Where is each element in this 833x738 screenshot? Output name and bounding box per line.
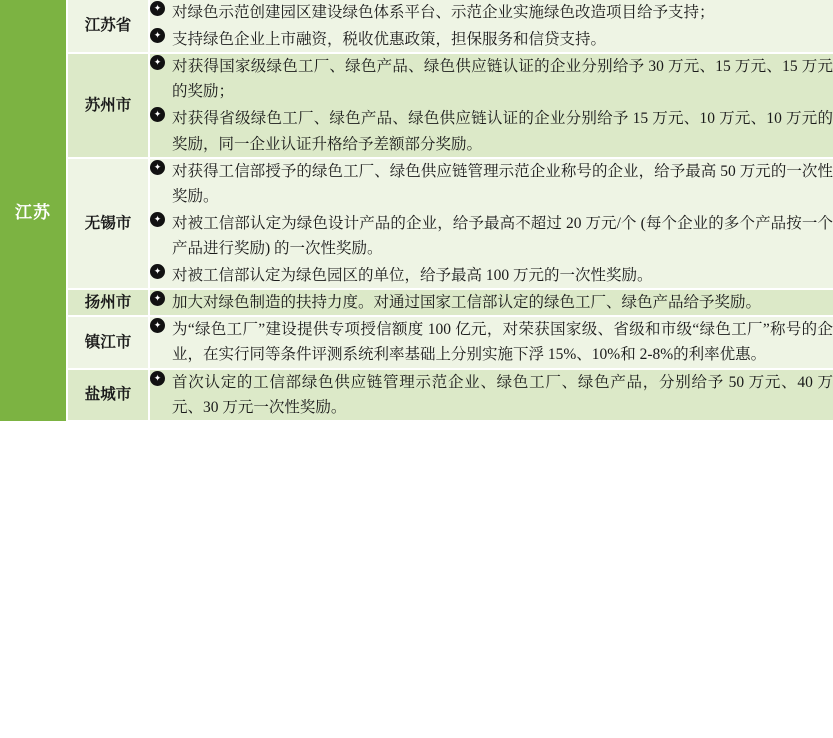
city-cell: 扬州市 xyxy=(67,289,149,316)
star-bullet-icon xyxy=(150,264,165,279)
table-row xyxy=(0,369,833,421)
policy-content xyxy=(149,158,833,290)
city-cell: 无锡市 xyxy=(67,158,149,290)
policy-item-text: 支持绿色企业上市融资，税收优惠政策，担保服务和信贷支持。 xyxy=(172,31,607,49)
city-cell: 江苏省 xyxy=(67,0,149,53)
star-bullet-icon xyxy=(150,55,165,70)
table-row xyxy=(0,53,833,157)
policy-item xyxy=(150,0,833,25)
star-bullet-icon xyxy=(150,28,165,43)
policy-item-text: 对绿色示范创建园区建设绿色体系平台、示范企业实施绿色改造项目给予支持； xyxy=(172,4,715,21)
policy-item xyxy=(150,27,833,52)
star-bullet-icon xyxy=(150,371,165,386)
policy-content xyxy=(149,369,833,421)
policy-item xyxy=(150,54,833,104)
star-bullet-icon xyxy=(150,107,165,122)
policy-item xyxy=(150,317,833,367)
province-cell: 江苏 xyxy=(0,0,67,421)
policy-item-text: 对被工信部认定为绿色园区的单位，给予最高 100 万元的一次性奖励。 xyxy=(172,267,653,285)
policy-content xyxy=(149,289,833,316)
policy-content xyxy=(149,0,833,53)
policy-item xyxy=(150,211,833,261)
city-cell: 镇江市 xyxy=(67,316,149,368)
policy-item-text: 对被工信部认定为绿色设计产品的企业，给予最高不超过 20 万元/个 (每个企业的多个产品按一个产品进行奖励) 的一次性奖励。 xyxy=(172,214,833,257)
table-row xyxy=(0,316,833,368)
policy-content xyxy=(149,53,833,157)
policy-item xyxy=(150,159,833,209)
star-bullet-icon xyxy=(150,291,165,306)
policy-item-text: 加大对绿色制造的扶持力度。对通过国家工信部认定的绿色工厂、绿色产品给予奖励。 xyxy=(172,294,762,312)
star-bullet-icon xyxy=(150,160,165,175)
policy-item xyxy=(150,263,833,288)
policy-item-text: 对获得省级绿色工厂、绿色产品、绿色供应链认证的企业分别给予 15 万元、10 万元、10 万元的奖励，同一企业认证升格给予差额部分奖励。 xyxy=(172,110,833,153)
policy-item-text: 对获得工信部授予的绿色工厂、绿色供应链管理示范企业称号的企业，给予最高 50 万元的一次性奖励。 xyxy=(172,162,833,205)
city-cell: 苏州市 xyxy=(67,53,149,157)
policy-item xyxy=(150,106,833,156)
policy-item-text: 为“绿色工厂”建设提供专项授信额度 100 亿元，对荣获国家级、省级和市级“绿色工厂”称号的企业，在实行同等条件评测系统利率基础上分别实施下浮 15%、10%和 2-8%的利率优惠。 xyxy=(172,321,833,364)
policy-item xyxy=(150,370,833,420)
table-row xyxy=(0,0,833,53)
star-bullet-icon xyxy=(150,318,165,333)
star-bullet-icon xyxy=(150,212,165,227)
star-bullet-icon xyxy=(150,1,165,16)
policy-item-text: 首次认定的工信部绿色供应链管理示范企业、绿色工厂、绿色产品，分别给予 50 万元、40 万元、30 万元一次性奖励。 xyxy=(172,373,833,416)
table-row xyxy=(0,289,833,316)
policy-content xyxy=(149,316,833,368)
policy-item xyxy=(150,290,833,315)
table-row xyxy=(0,158,833,290)
city-cell: 盐城市 xyxy=(67,369,149,421)
policy-item-text: 对获得国家级绿色工厂、绿色产品、绿色供应链认证的企业分别给予 30 万元、15 万元、15 万元的奖励； xyxy=(172,58,833,101)
